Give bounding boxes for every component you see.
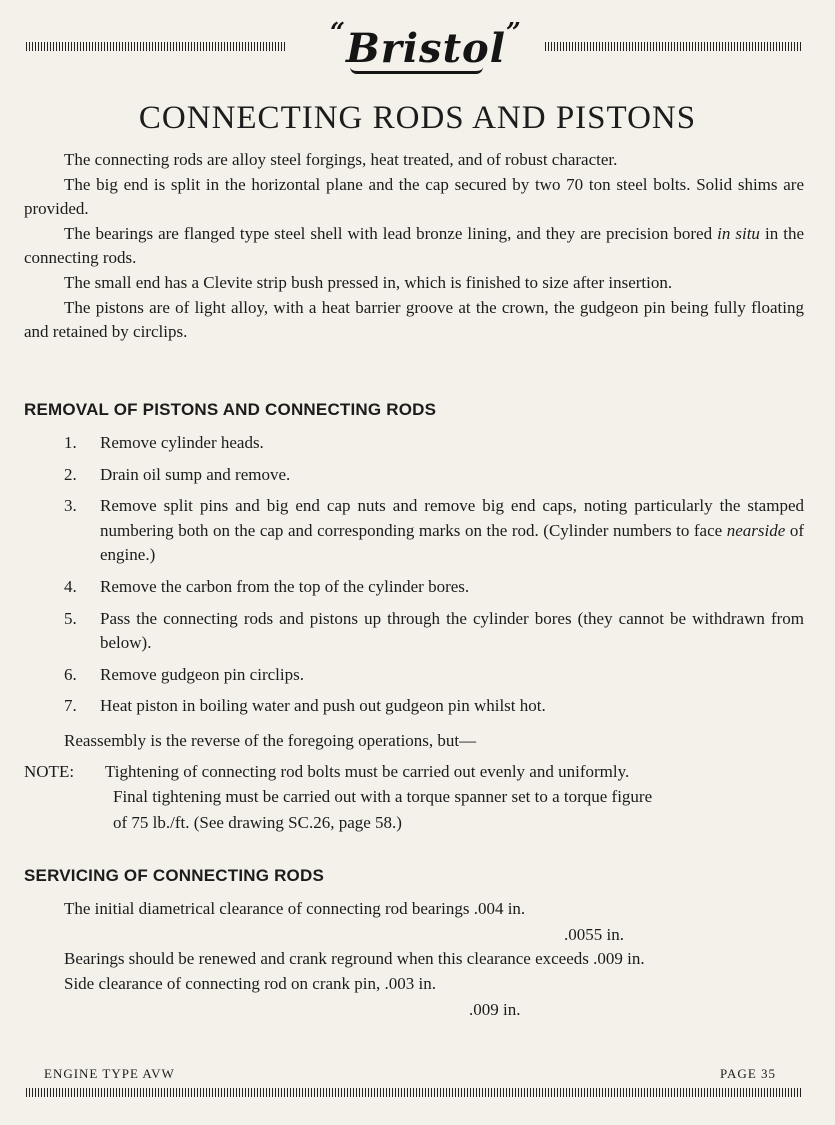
list-item: 4. Remove the carbon from the top of the cylinder bores. <box>64 576 470 596</box>
intro-paragraph: The big end is split in the horizontal plane and the cap secured by two 70 ton steel bolts. Solid shims are provided. <box>24 174 804 219</box>
intro-paragraph: The bearings are flanged type steel shell with lead bronze lining, and they are precision bored in situ in the connecting rods. <box>24 223 804 268</box>
intro-paragraph: The pistons are of light alloy, with a heat barrier groove at the crown, the gudgeon pin being fully floating and retained by circlips. <box>24 297 804 342</box>
reassembly-text: Reassembly is the reverse of the foregoing operations, but— <box>64 731 477 750</box>
list-item: 5. Pass the connecting rods and pistons up through the cylinder bores (they cannot be withdrawn from below). <box>64 608 804 653</box>
intro-paragraph: The connecting rods are alloy steel forgings, heat treated, and of robust character. <box>64 150 618 169</box>
removal-steps <box>24 431 804 719</box>
header-rule-left <box>26 42 286 51</box>
list-item: 2. Drain oil sump and remove. <box>64 464 291 484</box>
note-line: of 75 lb./ft. (See drawing SC.26, page 58.) <box>113 813 402 832</box>
servicing-line: Bearings should be renewed and crank reground when this clearance exceeds .009 in. <box>64 949 645 968</box>
servicing-line: .009 in. <box>469 1000 521 1019</box>
note-line: Tightening of connecting rod bolts must be carried out evenly and uniformly. <box>105 762 630 781</box>
list-item: 7. Heat piston in boiling water and push out gudgeon pin whilst hot. <box>64 696 546 716</box>
list-item: 3. Remove split pins and big end cap nuts and remove big end caps, noting particularly the stamped numbering both on the cap and corresponding marks on the rod. (Cylinder numbers to face nearside of engine.) <box>64 496 804 565</box>
header-rule-right <box>545 42 803 51</box>
servicing-line: The initial diametrical clearance of connecting rod bearings .004 in. <box>64 899 526 918</box>
servicing-heading: SERVICING OF CONNECTING RODS <box>24 866 324 885</box>
intro-text <box>24 148 804 345</box>
page-title: CONNECTING RODS AND PISTONS <box>138 100 697 136</box>
intro-paragraph: The small end has a Clevite strip bush pressed in, which is finished to size after insertion. <box>64 272 673 292</box>
footer-engine-type: ENGINE TYPE AVW <box>44 1066 175 1081</box>
note-label: NOTE: <box>24 762 75 781</box>
servicing-line: .0055 in. <box>564 925 624 944</box>
footer-rule <box>26 1088 803 1097</box>
removal-heading: REMOVAL OF PISTONS AND CONNECTING RODS <box>24 400 437 419</box>
bristol-logo: “Bristol” <box>330 18 522 72</box>
servicing-line: Side clearance of connecting rod on crank pin, .003 in. <box>64 974 436 993</box>
list-item: 6. Remove gudgeon pin circlips. <box>64 664 304 684</box>
footer-page-number: PAGE 35 <box>720 1066 777 1081</box>
list-item: 1. Remove cylinder heads. <box>64 433 264 452</box>
note-line: Final tightening must be carried out with a torque spanner set to a torque figure <box>113 787 653 806</box>
